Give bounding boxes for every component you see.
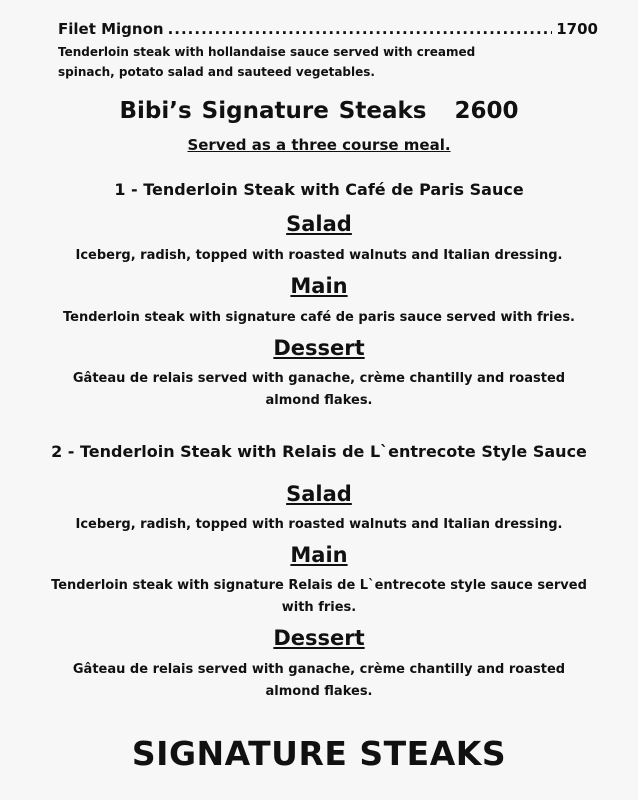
signature-title-line [0,98,638,124]
course-2-salad-text: Iceberg, radish, topped with roasted walnuts and Italian dressing. [75,517,563,532]
menu-item-price: 1700 [556,20,598,38]
menu-item-line [58,20,598,38]
footer-title: SIGNATURE STEAKS [131,734,507,773]
course-2-dessert-text: Gâteau de relais served with ganache, crème chantilly and roasted almond flakes. [72,662,566,699]
course-1-salad-heading: Salad [286,212,352,236]
course-1-title: 1 - Tenderloin Steak with Café de Paris Sauce [114,180,524,199]
course-1-dessert-heading: Dessert [273,336,365,360]
course-2-main-heading: Main [290,543,348,567]
menu-item-filet-mignon [58,20,598,82]
course-1-salad-text: Iceberg, radish, topped with roasted walnuts and Italian dressing. [75,248,563,263]
signature-title: Bibi’s Signature Steaks [119,98,427,124]
course-1-dessert-text: Gâteau de relais served with ganache, crème chantilly and roasted almond flakes. [72,371,566,408]
signature-subtitle: Served as a three course meal. [187,136,451,154]
course-2-dessert-heading: Dessert [273,626,365,650]
dot-leader [168,20,553,38]
course-2-main-text: Tenderloin steak with signature Relais de L`entrecote style sauce served with fries. [51,578,587,615]
course-2-title: 2 - Tenderloin Steak with Relais de L`entrecote Style Sauce [51,442,587,461]
course-2-salad-heading: Salad [286,482,352,506]
course-1-main-text: Tenderloin steak with signature café de paris sauce served with fries. [62,310,575,325]
signature-price: 2600 [454,98,519,124]
menu-item-name: Filet Mignon [58,20,164,38]
menu-item-description: Tenderloin steak with hollandaise sauce served with creamed spinach, potato salad and sauteed vegetables. [58,45,476,79]
course-1-main-heading: Main [290,274,348,298]
